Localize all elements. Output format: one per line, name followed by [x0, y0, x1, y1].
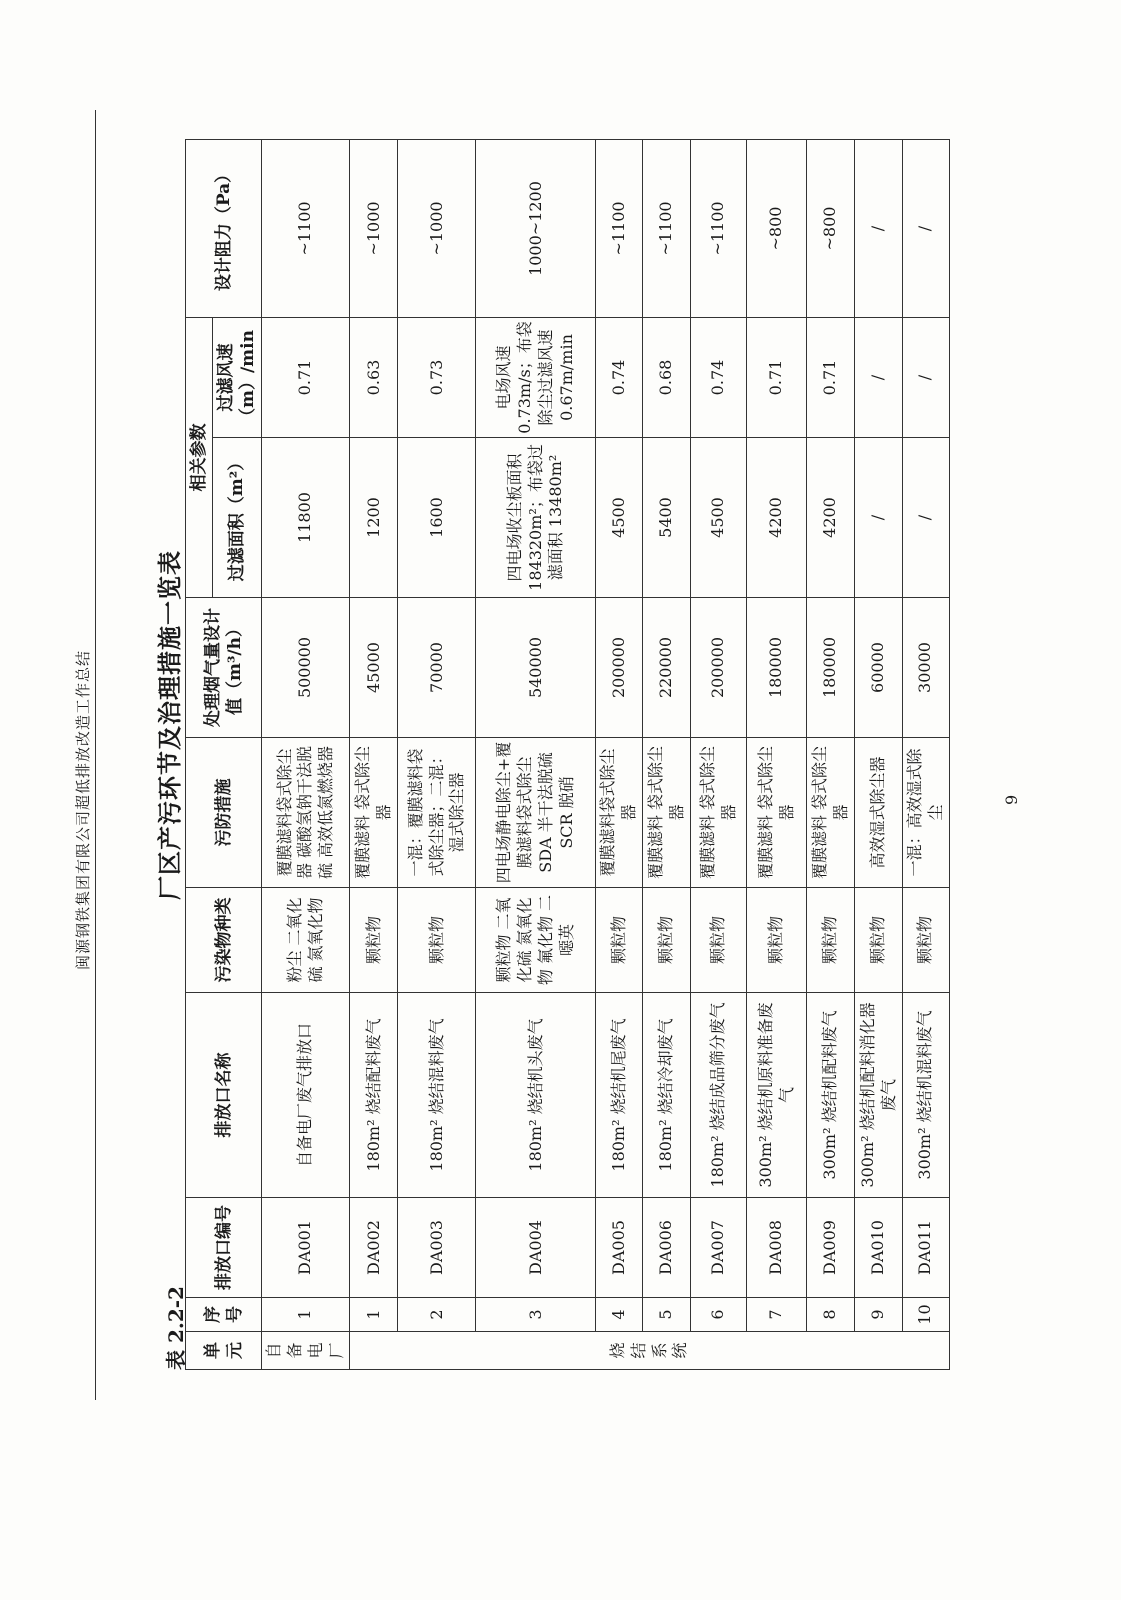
- outlet-name-cell: 180m² 烧结配料废气: [350, 993, 398, 1198]
- outlet-id-cell: DA010: [855, 1198, 903, 1298]
- resistance-cell: ~1100: [691, 140, 747, 318]
- volume-cell: 180000: [747, 598, 807, 738]
- pollutant-cell: 颗粒物: [596, 888, 643, 993]
- speed-cell: 0.63: [350, 318, 398, 438]
- seq-cell: 1: [350, 1298, 398, 1332]
- measure-cell: 四电场静电除尘+覆膜滤料袋式除尘 SDA 半干法脱硫 SCR 脱硝: [476, 738, 596, 888]
- seq-cell: 7: [747, 1298, 807, 1332]
- outlet-name-cell: 180m² 烧结混料废气: [398, 993, 476, 1198]
- measure-cell: 覆膜滤料袋式除尘器: [596, 738, 643, 888]
- seq-cell: 8: [807, 1298, 855, 1332]
- resistance-cell: ~1100: [262, 140, 350, 318]
- resistance-cell: /: [903, 140, 950, 318]
- table-row: [855, 140, 903, 1370]
- area-cell: 四电场收尘板面积 184320m²；布袋过滤面积 13480m²: [476, 438, 596, 598]
- outlet-name-cell: 300m² 烧结机配料消化器废气: [855, 993, 903, 1198]
- seq-cell: 4: [596, 1298, 643, 1332]
- outlet-name-cell: 300m² 烧结机配料废气: [807, 993, 855, 1198]
- speed-cell: /: [855, 318, 903, 438]
- area-cell: 1200: [350, 438, 398, 598]
- volume-cell: 180000: [807, 598, 855, 738]
- volume-cell: 540000: [476, 598, 596, 738]
- volume-cell: 220000: [643, 598, 691, 738]
- outlet-id-cell: DA005: [596, 1198, 643, 1298]
- pollutant-cell: 颗粒物: [855, 888, 903, 993]
- resistance-cell: ~1000: [398, 140, 476, 318]
- table-row: [747, 140, 807, 1370]
- outlet-id-cell: DA002: [350, 1198, 398, 1298]
- resistance-cell: 1000~1200: [476, 140, 596, 318]
- col-related-params: 相关参数: [186, 318, 213, 598]
- outlet-id-cell: DA007: [691, 1198, 747, 1298]
- seq-cell: 9: [855, 1298, 903, 1332]
- speed-cell: /: [903, 318, 950, 438]
- page-number: 9: [1002, 794, 1021, 805]
- volume-cell: 200000: [691, 598, 747, 738]
- pollution-control-table: [185, 139, 950, 1370]
- area-cell: 11800: [262, 438, 350, 598]
- measure-cell: 覆膜滤料 袋式除尘器: [807, 738, 855, 888]
- pollutant-cell: 颗粒物: [747, 888, 807, 993]
- resistance-cell: ~1100: [643, 140, 691, 318]
- table-row: [691, 140, 747, 1370]
- pollutant-cell: 颗粒物: [398, 888, 476, 993]
- outlet-id-cell: DA003: [398, 1198, 476, 1298]
- header-rule: [95, 110, 96, 1400]
- seq-cell: 1: [262, 1298, 350, 1332]
- volume-cell: 200000: [596, 598, 643, 738]
- measure-cell: 一混：覆膜滤料袋式除尘器；二混：湿式除尘器: [398, 738, 476, 888]
- measure-cell: 覆膜滤料 袋式除尘器: [691, 738, 747, 888]
- col-pollutant: 污染物种类: [186, 888, 262, 993]
- volume-cell: 30000: [903, 598, 950, 738]
- outlet-name-cell: 300m² 烧结机混料废气: [903, 993, 950, 1198]
- volume-cell: 70000: [398, 598, 476, 738]
- speed-cell: 0.71: [807, 318, 855, 438]
- document-header: 闽源钢铁集团有限公司超低排放改造工作总结: [74, 649, 92, 970]
- pollutant-cell: 粉尘 二氧化硫 氮氧化物: [262, 888, 350, 993]
- outlet-name-cell: 180m² 烧结机尾废气: [596, 993, 643, 1198]
- table-row: [398, 140, 476, 1370]
- pollutant-cell: 颗粒物: [350, 888, 398, 993]
- outlet-name-cell: 自备电厂废气排放口: [262, 993, 350, 1198]
- table-row: [262, 140, 350, 1370]
- resistance-cell: /: [855, 140, 903, 318]
- measure-cell: 覆膜滤料 袋式除尘器: [350, 738, 398, 888]
- pollutant-cell: 颗粒物: [691, 888, 747, 993]
- volume-cell: 500000: [262, 598, 350, 738]
- outlet-name-cell: 180m² 烧结成品筛分废气: [691, 993, 747, 1198]
- col-outlet-name: 排放口名称: [186, 993, 262, 1198]
- outlet-id-cell: DA004: [476, 1198, 596, 1298]
- col-filter-speed: 过滤风速（m）/min: [213, 318, 262, 438]
- area-cell: 4500: [596, 438, 643, 598]
- unit-cell: 自备电厂: [262, 1332, 350, 1370]
- seq-cell: 6: [691, 1298, 747, 1332]
- outlet-name-cell: 300m² 烧结机原料准备废气: [747, 993, 807, 1198]
- resistance-cell: ~1100: [596, 140, 643, 318]
- outlet-id-cell: DA008: [747, 1198, 807, 1298]
- col-filter-area: 过滤面积（m²）: [213, 438, 262, 598]
- volume-cell: 60000: [855, 598, 903, 738]
- speed-cell: 电场风速 0.73m/s；布袋除尘过滤风速 0.67m/min: [476, 318, 596, 438]
- col-measure: 污防措施: [186, 738, 262, 888]
- speed-cell: 0.74: [691, 318, 747, 438]
- area-cell: /: [855, 438, 903, 598]
- table-row: [596, 140, 643, 1370]
- measure-cell: 覆膜滤料 袋式除尘器: [643, 738, 691, 888]
- speed-cell: 0.68: [643, 318, 691, 438]
- area-cell: /: [903, 438, 950, 598]
- seq-cell: 10: [903, 1298, 950, 1332]
- outlet-id-cell: DA001: [262, 1198, 350, 1298]
- col-resistance: 设计阻力（Pa）: [186, 140, 262, 318]
- pollutant-cell: 颗粒物: [807, 888, 855, 993]
- area-cell: 1600: [398, 438, 476, 598]
- measure-cell: 一混：高效湿式除尘: [903, 738, 950, 888]
- outlet-id-cell: DA006: [643, 1198, 691, 1298]
- resistance-cell: ~800: [747, 140, 807, 318]
- pollutant-cell: 颗粒物: [643, 888, 691, 993]
- outlet-name-cell: 180m² 烧结机头废气: [476, 993, 596, 1198]
- col-seq: 序号: [186, 1298, 262, 1332]
- resistance-cell: ~1000: [350, 140, 398, 318]
- seq-cell: 5: [643, 1298, 691, 1332]
- table-row: [903, 140, 950, 1370]
- table-row: [350, 140, 398, 1370]
- seq-cell: 2: [398, 1298, 476, 1332]
- measure-cell: 高效湿式除尘器: [855, 738, 903, 888]
- col-gas-volume: 处理烟气量设计值（m³/h）: [186, 598, 262, 738]
- area-cell: 4200: [747, 438, 807, 598]
- measure-cell: 覆膜滤料袋式除尘器 碳酸氢钠干法脱硫 高效低氮燃烧器: [262, 738, 350, 888]
- speed-cell: 0.73: [398, 318, 476, 438]
- speed-cell: 0.74: [596, 318, 643, 438]
- table-row: [476, 140, 596, 1370]
- table-number: 表 2.2-2: [164, 1286, 188, 1370]
- outlet-id-cell: DA009: [807, 1198, 855, 1298]
- outlet-id-cell: DA011: [903, 1198, 950, 1298]
- pollutant-cell: 颗粒物 二氧化硫 氮氧化物 氟化物 二噁英: [476, 888, 596, 993]
- table-title: 厂区产污环节及治理措施一览表: [155, 550, 184, 900]
- resistance-cell: ~800: [807, 140, 855, 318]
- volume-cell: 45000: [350, 598, 398, 738]
- table-row: [643, 140, 691, 1370]
- col-unit: 单元: [186, 1332, 262, 1370]
- table-row: [807, 140, 855, 1370]
- measure-cell: 覆膜滤料 袋式除尘器: [747, 738, 807, 888]
- pollutant-cell: 颗粒物: [903, 888, 950, 993]
- col-outlet-id: 排放口编号: [186, 1198, 262, 1298]
- area-cell: 5400: [643, 438, 691, 598]
- unit-cell: 烧结系统: [350, 1332, 949, 1370]
- seq-cell: 3: [476, 1298, 596, 1332]
- speed-cell: 0.71: [262, 318, 350, 438]
- area-cell: 4200: [807, 438, 855, 598]
- outlet-name-cell: 180m² 烧结冷却废气: [643, 993, 691, 1198]
- speed-cell: 0.71: [747, 318, 807, 438]
- area-cell: 4500: [691, 438, 747, 598]
